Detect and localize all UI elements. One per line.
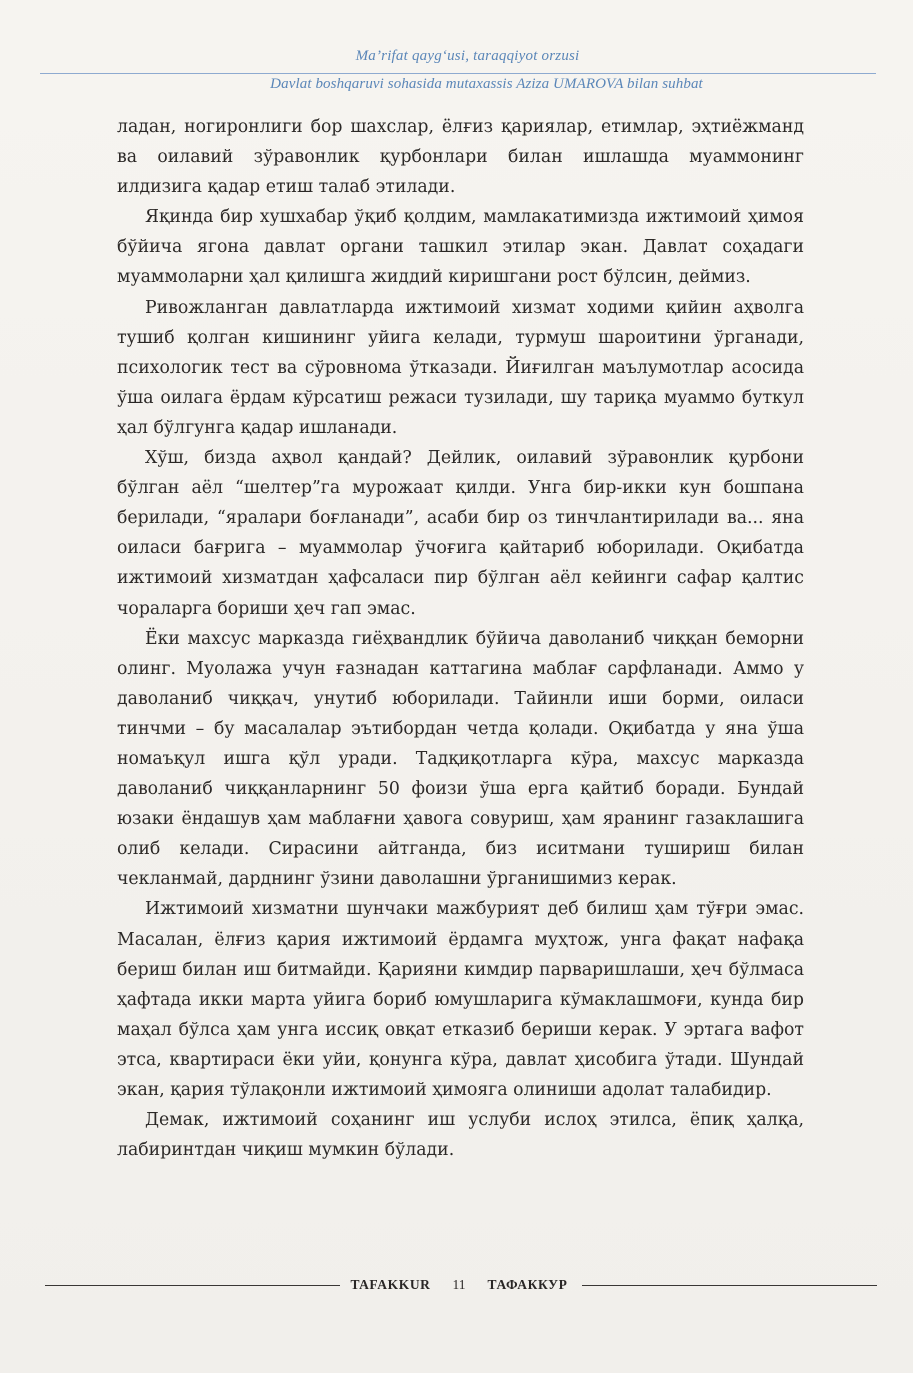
paragraph: Ёки махсус марказда гиёҳвандлик бўйича даволаниб чиққан беморни олинг. Муолажа учун ғазнадан каттагина маблағ сарфланади. Аммо у даволаниб чиққач, унутиб юборилади. Тайинли иши борми, оиласи тинчми – бу масалалар эътибордан четда қолади. Оқибатда у яна ўша номаъқул ишга қўл уради. Тадқиқотларга кўра, махсус марказда даволаниб чиққанларнинг 50 фоизи ўша ерга қайтиб боради. Бундай юзаки ёндашув ҳам маблағни ҳавога совуриш, ҳам яранинг газаклашига олиб келади. Сирасини айтганда, биз иситмани тушириш билан чекланмай, дарднинг ўзини даволашни ўрганишимиз керак. xyxy=(117,628,804,890)
paragraph: Яқинда бир хушхабар ўқиб қолдим, мамлакатимизда ижтимоий ҳимоя бўйича ягона давлат органи ташкил этилар экан. Давлат соҳадаги муаммоларни ҳал қилишга жиддий киришгани рост бўлсин, деймиз. xyxy=(117,207,804,288)
paragraph-continued: ладан, ногиронлиги бор шахслар, ёлғиз қариялар, етимлар, эҳтиёжманд ва оилавий зўравонлик қурбонлари билан ишлашда муаммонинг илдизига қадар етиш талаб этилади. xyxy=(117,117,804,198)
article-body xyxy=(117,112,804,1165)
series-title: Ma’rifat qayg‘usi, taraqqiyot orzusi xyxy=(355,48,580,64)
running-header xyxy=(0,46,913,93)
footer-label-latin: TAFAKKUR xyxy=(350,1277,431,1292)
paragraph: Хўш, бизда аҳвол қандай? Дейлик, оилавий зўравонлик қурбони бўлган аёл “шелтер”га мурожаат қилди. Унга бир-икки кун бошпана берилади, “яралари боғланади”, асаби бир оз тинчлантирилади ва... яна оиласи бағрига – муаммолар ўчоғига қайтариб юборилади. Оқибатда ижтимоий хизматдан ҳафсаласи пир бўлган аёл кейинги сафар қалтис чораларга бориши ҳеч гап эмас. xyxy=(117,448,804,619)
footer-rule-left xyxy=(45,1285,340,1286)
page-footer xyxy=(45,1273,877,1297)
paragraph: Ривожланган давлатларда ижтимоий хизмат ходими қийин аҳволга тушиб қолган кишининг уйига келади, турмуш шароитини ўрганади, психологик тест ва сўровнома ўтказади. Йиғилган маълумотлар асосида ўша оилага ёрдам кўрсатиш режаси тузилади, шу тариқа муаммо буткул ҳал бўлгунга қадар ишланади. xyxy=(117,297,804,438)
header-rule xyxy=(40,73,876,74)
paragraph: Демак, ижтимоий соҳанинг иш услуби ислоҳ этилса, ёпиқ ҳалқа, лабиринтдан чиқиш мумкин бўлади. xyxy=(117,1110,804,1161)
footer-label-cyrillic: ТАФАККУР xyxy=(487,1277,568,1292)
page-number: 11 xyxy=(452,1277,466,1292)
article-subtitle: Davlat boshqaruvi sohasida mutaxassis Aziza UMAROVA bilan suhbat xyxy=(270,76,703,92)
paragraph: Ижтимоий хизматни шунчаки мажбурият деб билиш ҳам тўғри эмас. Масалан, ёлғиз қария ижтимоий ёрдамга муҳтож, унга фақат нафақа бериш билан иш битмайди. Қарияни кимдир парваришлаши, ҳеч бўлмаса ҳафтада икки марта уйига бориб юмушларига кўмаклашмоғи, кунда бир маҳал бўлса ҳам унга иссиқ овқат етказиб бериши керак. У эртага вафот этса, квартираси ёки уйи, қонунга кўра, давлат ҳисобига ўтади. Шундай экан, қария тўлақонли ижтимоий ҳимояга олиниши адолат талабидир. xyxy=(117,899,804,1100)
footer-rule-right xyxy=(582,1285,877,1286)
